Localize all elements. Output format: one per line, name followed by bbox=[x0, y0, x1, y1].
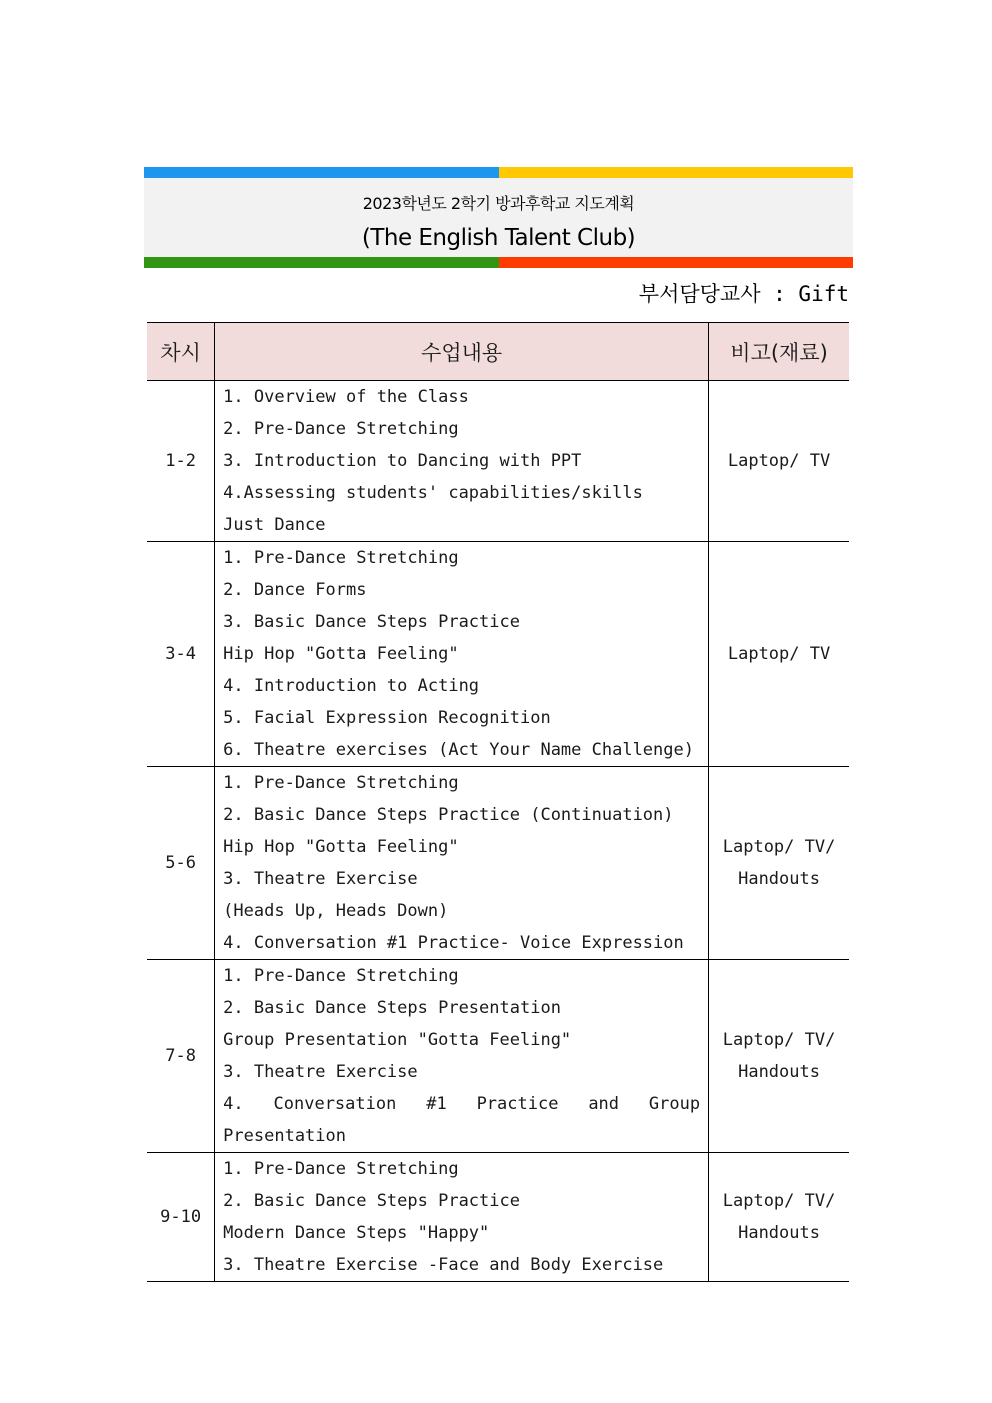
top-blue-bar bbox=[144, 167, 499, 178]
content-line: 1. Overview of the Class bbox=[223, 387, 469, 407]
content-line: 4.Assessing students' capabilities/skills bbox=[223, 483, 643, 503]
content-line: 2. Basic Dance Steps Practice (Continuation) bbox=[223, 805, 674, 825]
content-line: 4. Conversation #1 Practice- Voice Expression bbox=[223, 933, 684, 953]
content-line: 1. Pre-Dance Stretching bbox=[223, 1159, 459, 1179]
content-line: 2. Dance Forms bbox=[223, 580, 367, 600]
materials-line: Laptop/ TV/ bbox=[722, 1191, 836, 1211]
materials-line: Laptop/ TV bbox=[727, 644, 831, 664]
content-line: Modern Dance Steps "Happy" bbox=[223, 1223, 490, 1243]
table-header-row bbox=[147, 323, 849, 381]
session-cell: 5-6 bbox=[147, 767, 215, 960]
content-line: (Heads Up, Heads Down) bbox=[223, 901, 449, 921]
materials-cell bbox=[709, 381, 849, 542]
materials-line: Laptop/ TV/ bbox=[722, 837, 836, 857]
content-line: 3. Theatre Exercise bbox=[223, 869, 418, 889]
content-line: 4. Conversation #1 Practice and Group bbox=[223, 1094, 701, 1114]
bottom-green-bar bbox=[144, 257, 499, 268]
content-line: Just Dance bbox=[223, 515, 326, 535]
content-line: 2. Basic Dance Steps Practice bbox=[223, 1191, 520, 1211]
content-line: 2. Basic Dance Steps Presentation bbox=[223, 998, 561, 1018]
plan-subtitle: 2023학년도 2학기 방과후학교 지도계획 bbox=[362, 194, 635, 213]
header-banner bbox=[144, 167, 853, 268]
materials-line: Handouts bbox=[738, 1062, 820, 1082]
content-line: Presentation bbox=[223, 1126, 346, 1146]
session-cell: 1-2 bbox=[147, 381, 215, 542]
top-yellow-bar bbox=[499, 167, 853, 178]
materials-cell bbox=[709, 767, 849, 960]
content-line: 1. Pre-Dance Stretching bbox=[223, 966, 459, 986]
lesson-plan-table bbox=[147, 322, 849, 1282]
plan-title: (The English Talent Club) bbox=[361, 225, 636, 251]
content-cell bbox=[215, 542, 709, 767]
content-cell bbox=[215, 1153, 709, 1282]
session-cell: 7-8 bbox=[147, 960, 215, 1153]
session-cell: 9-10 bbox=[147, 1153, 215, 1282]
header-session: 차시 bbox=[147, 323, 215, 381]
materials-cell bbox=[709, 1153, 849, 1282]
table-row bbox=[147, 1153, 849, 1282]
content-line: Hip Hop "Gotta Feeling" bbox=[223, 837, 459, 857]
materials-line: Laptop/ TV bbox=[727, 451, 831, 471]
table-row bbox=[147, 542, 849, 767]
content-line: 3. Basic Dance Steps Practice bbox=[223, 612, 520, 632]
content-line: 1. Pre-Dance Stretching bbox=[223, 773, 459, 793]
content-cell bbox=[215, 381, 709, 542]
header-materials: 비고(재료) bbox=[709, 323, 849, 381]
content-line: Hip Hop "Gotta Feeling" bbox=[223, 644, 459, 664]
table-row bbox=[147, 767, 849, 960]
table-row bbox=[147, 960, 849, 1153]
content-cell bbox=[215, 767, 709, 960]
content-line: 4. Introduction to Acting bbox=[223, 676, 480, 696]
materials-cell bbox=[709, 542, 849, 767]
teacher-label: 부서담당교사 : Gift bbox=[638, 282, 849, 306]
session-cell: 3-4 bbox=[147, 542, 215, 767]
content-line: 1. Pre-Dance Stretching bbox=[223, 548, 459, 568]
content-line: 3. Theatre Exercise bbox=[223, 1062, 418, 1082]
content-line: 3. Theatre Exercise -Face and Body Exercise bbox=[223, 1255, 664, 1275]
content-line: 6. Theatre exercises (Act Your Name Challenge) bbox=[223, 740, 694, 760]
content-line: 5. Facial Expression Recognition bbox=[223, 708, 551, 728]
content-cell bbox=[215, 960, 709, 1153]
content-line: Group Presentation "Gotta Feeling" bbox=[223, 1030, 572, 1050]
bottom-red-bar bbox=[499, 257, 853, 268]
content-line: 2. Pre-Dance Stretching bbox=[223, 419, 459, 439]
table-row bbox=[147, 381, 849, 542]
header-content: 수업내용 bbox=[215, 323, 709, 381]
content-line: 3. Introduction to Dancing with PPT bbox=[223, 451, 582, 471]
materials-line: Laptop/ TV/ bbox=[722, 1030, 836, 1050]
materials-cell bbox=[709, 960, 849, 1153]
materials-line: Handouts bbox=[738, 1223, 820, 1243]
materials-line: Handouts bbox=[738, 869, 820, 889]
